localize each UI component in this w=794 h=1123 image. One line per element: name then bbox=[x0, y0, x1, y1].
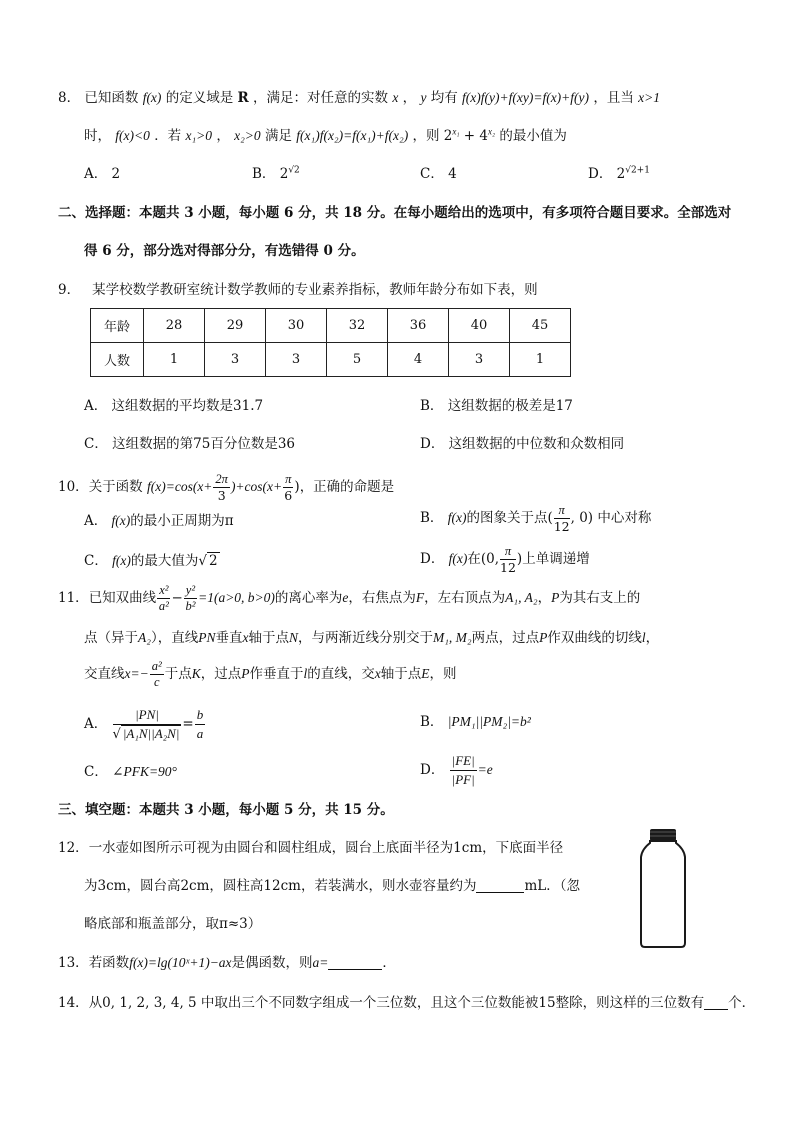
q14: 14．从0, 1, 2, 3, 4, 5 中取出三个不同数字组成一个三位数，且这个三位数能被15整除，则这样的三位数有 个． bbox=[58, 995, 756, 1011]
table-cell: 3 bbox=[205, 343, 266, 377]
q8-x1: x₁>0 bbox=[185, 128, 213, 143]
q9-option-d: D． 这组数据的中位数和众数相同 bbox=[420, 436, 625, 452]
q8-text: 时， bbox=[84, 128, 111, 144]
q8-text: ， bbox=[216, 128, 230, 144]
table-row bbox=[91, 309, 571, 343]
q8-fx: f(x) bbox=[142, 90, 162, 105]
q8-equation: f(x₁)f(x₂)=f(x₁)+f(x₂) bbox=[296, 128, 409, 143]
section3-title: 三、填空题：本题共 3 小题，每小题 5 分，共 15 分。 bbox=[58, 802, 394, 818]
q8-inequality: f(x)<0 bbox=[115, 128, 150, 143]
q8-line2 bbox=[84, 126, 567, 146]
q9-option-a: A． 这组数据的平均数是31.7 bbox=[84, 398, 264, 414]
q11-fraction: $\frac{|FE|}{|PF|}$ bbox=[451, 753, 475, 787]
q8-condition: x>1 bbox=[638, 90, 660, 105]
table-cell: 32 bbox=[327, 309, 388, 343]
q11-line2: 点（异于A₂），直线PN垂直x轴于点N，与两渐近线分别交于M₁, M₂两点，过点P作双曲线的切线l， bbox=[84, 630, 660, 646]
q8-R: R bbox=[237, 90, 249, 106]
table-cell: 36 bbox=[388, 309, 449, 343]
q10-fraction: $\frac{\pi}{6}$ bbox=[284, 472, 293, 503]
q11-option-d: D． $\frac{|FE|}{|PF|}$ =e bbox=[420, 753, 493, 787]
q9-age-table bbox=[90, 308, 571, 377]
table-header-cell: 年龄 bbox=[91, 309, 144, 343]
q8-x2: x₂>0 bbox=[234, 128, 261, 143]
q8-line1 bbox=[58, 88, 660, 108]
q10-option-b: B． f(x)的图象关于点( $\frac{\pi}{12}$ , 0) 中心对称 bbox=[420, 503, 652, 534]
q11-line1: 11．已知双曲线 $\frac{\text{x²}}{\text{a²}}$ − $\frac{\text{y²}}{\text{b²}}$ =1(a>0, b>0)的离心率为e，右焦点为F，左右顶点为A₁, A₂，P为其右支上的 bbox=[58, 583, 641, 613]
q10-fraction: $\frac{\pi}{12}$ bbox=[553, 503, 570, 534]
q11-line3: 交直线x=− $\frac{\text{a²}}{c}$ 于点K，过点P作垂直于l的直线，交x轴于点E，则 bbox=[84, 659, 457, 689]
bottle-cap bbox=[650, 829, 676, 841]
q8-text: ．若 bbox=[154, 128, 182, 144]
table-cell: 40 bbox=[449, 309, 510, 343]
q8-option-c: C． 4 bbox=[420, 166, 457, 182]
table-cell: 1 bbox=[144, 343, 205, 377]
q11-fraction: $\frac{\text{y²}}{\text{b²}}$ bbox=[185, 583, 196, 613]
q8-text: 满足 bbox=[264, 128, 292, 144]
q10-fraction: $\frac{2\pi}{3}$ bbox=[215, 472, 228, 503]
q8-number: 8． bbox=[58, 90, 81, 106]
q8-y: y bbox=[420, 90, 427, 105]
q10-option-c: C． f(x)的最大值为√ 2 bbox=[84, 553, 218, 569]
q11-fraction: $\frac{\text{a²}}{c}$ bbox=[151, 659, 162, 689]
section2-line2: 得 6 分，部分选对得部分分，有选错得 0 分。 bbox=[84, 243, 365, 259]
table-cell: 5 bbox=[327, 343, 388, 377]
q10-fraction: $\frac{\pi}{12}$ bbox=[500, 544, 516, 575]
q14-answer-blank[interactable] bbox=[704, 996, 728, 1010]
q11-option-c: C． ∠PFK=90° bbox=[84, 764, 177, 780]
table-cell: 3 bbox=[266, 343, 327, 377]
q8-text: ，满足：对任意的实数 bbox=[253, 90, 389, 106]
q8-text: 的最小值为 bbox=[499, 128, 567, 144]
table-cell: 45 bbox=[510, 309, 571, 343]
table-cell: 29 bbox=[205, 309, 266, 343]
q8-x: x bbox=[392, 90, 399, 105]
q9-stem: 9． 某学校数学教研室统计数学教师的专业素养指标，教师年龄分布如下表，则 bbox=[58, 282, 538, 298]
q11-fraction: $\frac{\text{x²}}{\text{a²}}$ bbox=[158, 583, 169, 613]
q8-functional-equation: f(x)f(y)+f(xy)=f(x)+f(y) bbox=[462, 90, 590, 105]
q10-option-d: D． f(x)在(0, $\frac{\pi}{12}$ )上单调递增 bbox=[420, 544, 590, 575]
q8-text: 均有 bbox=[430, 90, 458, 106]
table-header-cell: 人数 bbox=[91, 343, 144, 377]
q8-text: 已知函数 bbox=[84, 90, 139, 106]
q10-stem: 10．关于函数 f(x)=cos(x+ $\frac{2\pi}{3}$ )+cos(x+ $\frac{\pi}{6}$ )，正确的命题是 bbox=[58, 472, 395, 503]
q12-line2: 为3cm，圆台高2cm，圆柱高12cm，若装满水，则水壶容量约为 mL．（忽 bbox=[84, 878, 580, 894]
q13-answer-blank[interactable] bbox=[328, 956, 382, 970]
q9-option-c: C． 这组数据的第75百分位数是36 bbox=[84, 436, 295, 452]
q8-text: ，则 bbox=[412, 128, 440, 144]
section2-title: 二、选择题：本题共 3 小题，每小题 6 分，共 18 分。在每小题给出的选项中，有多项符合题目要求。全部选对 bbox=[58, 205, 732, 221]
water-bottle-illustration bbox=[638, 827, 688, 949]
q8-expression: $2^{x_1} + 4^{x_2}$ bbox=[443, 126, 496, 144]
table-row bbox=[91, 343, 571, 377]
q8-text: ，且当 bbox=[593, 90, 634, 106]
q8-option-a: A． 2 bbox=[84, 166, 121, 182]
q11-fraction: $\frac{|PN|}{\text{√ |A₁N||A₂N|}}$ bbox=[112, 706, 180, 742]
q11-fraction: $\frac{b}{a}$ bbox=[196, 707, 204, 741]
q8-option-b: B． $2^{√2}$ bbox=[252, 165, 300, 182]
q12-answer-blank[interactable] bbox=[476, 879, 524, 893]
q12-line1: 12．一水壶如图所示可视为由圆台和圆柱组成，圆台上底面半径为1cm，下底面半径 bbox=[58, 840, 564, 856]
table-cell: 1 bbox=[510, 343, 571, 377]
table-cell: 30 bbox=[266, 309, 327, 343]
q11-option-b: B． |PM₁||PM₂|=b² bbox=[420, 714, 531, 730]
q13: 13．若函数f(x)=lg(10ˣ+1)−ax是偶函数，则a= ． bbox=[58, 955, 396, 971]
table-cell: 3 bbox=[449, 343, 510, 377]
bottle-body bbox=[641, 841, 685, 947]
table-cell: 4 bbox=[388, 343, 449, 377]
q8-text: ， bbox=[402, 90, 417, 106]
q8-option-d: D． $2^{√2+1}$ bbox=[588, 165, 650, 182]
q9-option-b: B． 这组数据的极差是17 bbox=[420, 398, 573, 414]
q12-line3: 略底部和瓶盖部分，取π≈3） bbox=[84, 916, 262, 932]
table-cell: 28 bbox=[144, 309, 205, 343]
q10-option-a: A． f(x)的最小正周期为π bbox=[84, 513, 234, 529]
q11-option-a: A． $\frac{|PN|}{\text{√ |A₁N||A₂N|}}$ = $\frac{b}{a}$ bbox=[84, 706, 204, 742]
q8-text: 的定义域是 bbox=[165, 90, 234, 106]
